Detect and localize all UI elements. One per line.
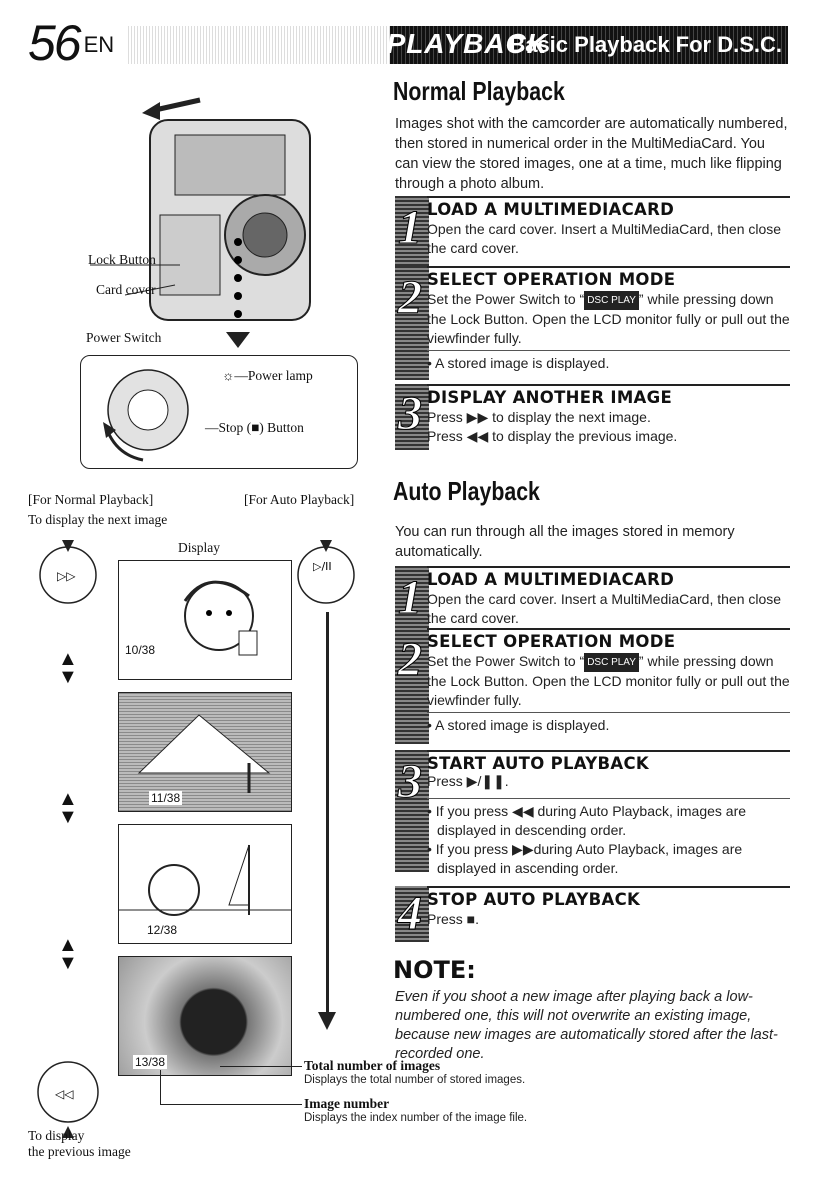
- normal-step-3: 3 DISPLAY ANOTHER IMAGE Press ▶▶ to display the next image. Press ◀◀ to display the previous image.: [395, 384, 790, 450]
- camcorder-illustration: [80, 80, 340, 370]
- note-body: Even if you shoot a new image after playing back a low-numbered one, this will not overwrite an existing image, because new images are automatically stored after the last-recorded one.: [395, 989, 778, 1062]
- next-dial-icon: [28, 540, 108, 610]
- auto-step-2: 2 SELECT OPERATION MODE Set the Power Switch to “ DSC PLAY ” while pressing down the Lock Button. Open the LCD monitor fully or pull out the viewfinder fully. • A stored image is displayed.: [395, 628, 790, 744]
- photo-frame-2: [118, 692, 292, 812]
- page-number: 56 EN: [28, 15, 115, 71]
- image-number-callout: Image number Displays the index number of the image file.: [304, 1096, 528, 1124]
- photo-frame-3: [118, 824, 292, 944]
- note-title: NOTE:: [393, 956, 476, 984]
- normal-playback-title: Normal Playback: [393, 76, 565, 106]
- up-down-arrows-icon: ▲ ▼: [58, 788, 78, 828]
- normal-step-1: 1 LOAD A MULTIMEDIACARD Open the card cover. Insert a MultiMediaCard, then close the card cover.: [395, 196, 790, 266]
- counter-3: 12/38: [147, 923, 178, 937]
- header-bar: [128, 26, 788, 64]
- power-switch-label: Power Switch: [86, 330, 162, 345]
- header-title-block: [386, 26, 788, 64]
- auto-playback-intro: You can run through all the images stored in memory automatically.: [395, 524, 735, 560]
- header-title: PLAYBACK: [386, 28, 548, 59]
- image-callout-line: [160, 1070, 161, 1104]
- header-subtitle: Basic Playback For D.S.C.: [509, 32, 782, 57]
- counter-1: 10/38: [125, 643, 156, 657]
- auto-step-3: 3 START AUTO PLAYBACK Press ▶/❚❚. • If you press ◀◀ during Auto Playback, images are displayed in descending order. • If you press ▶▶during Auto Playback, images are displayed in ascending order.: [395, 750, 790, 872]
- up-down-arrows-icon: ▲ ▼: [58, 934, 78, 974]
- display-label: Display: [178, 540, 220, 555]
- counter-4: 13/38: [135, 1055, 166, 1069]
- auto-step-1: 1 LOAD A MULTIMEDIACARD Open the card cover. Insert a MultiMediaCard, then close the card cover.: [395, 566, 790, 632]
- auto-direction-line: [326, 612, 329, 1022]
- next-image-label: To display the next image: [28, 512, 168, 527]
- auto-dial-icon: [286, 540, 366, 610]
- total-callout-line: [220, 1066, 302, 1067]
- dsc-play-badge: DSC PLAY: [584, 653, 639, 672]
- auto-step-4: 4 STOP AUTO PLAYBACK Press ■.: [395, 886, 790, 942]
- next-dial-text: ▷▷: [57, 569, 76, 583]
- up-down-arrows-icon: ▲ ▼: [58, 648, 78, 688]
- photo-frame-4: [118, 956, 292, 1076]
- image-callout-line: [160, 1104, 302, 1105]
- dial-illustration: [88, 360, 208, 465]
- dsc-play-badge: DSC PLAY: [584, 291, 639, 310]
- prev-dial-text: ◁◁: [55, 1087, 74, 1101]
- prev-image-label: To display the previous image: [28, 1128, 131, 1159]
- stop-button-label: —Stop (■) Button: [205, 420, 304, 435]
- total-number-callout: Total number of images Displays the total number of stored images.: [304, 1058, 526, 1086]
- lock-button-label: Lock Button: [88, 252, 156, 267]
- for-auto-label: [For Auto Playback]: [244, 492, 355, 507]
- language-code: EN: [83, 32, 115, 57]
- normal-step-2: 2 SELECT OPERATION MODE Set the Power Switch to “ DSC PLAY ” while pressing down the Lock Button. Open the LCD monitor fully or pull out the viewfinder fully. • A stored image is displayed.: [395, 266, 790, 380]
- photo-frame-1: [118, 560, 292, 680]
- power-lamp-label: ☼—Power lamp: [222, 368, 313, 383]
- for-normal-label: [For Normal Playback]: [28, 492, 154, 507]
- down-arrow-icon: [318, 1012, 336, 1030]
- auto-dial-text: ▷/II: [313, 560, 332, 573]
- counter-2: 11/38: [151, 791, 181, 805]
- card-cover-label: Card cover: [96, 282, 156, 297]
- auto-playback-title: Auto Playback: [393, 476, 540, 506]
- normal-playback-intro: Images shot with the camcorder are automatically numbered, then stored in numerical order in the MultiMediaCard. You can view the stored images, one at a time, much like flipping through a photo album.: [395, 116, 788, 192]
